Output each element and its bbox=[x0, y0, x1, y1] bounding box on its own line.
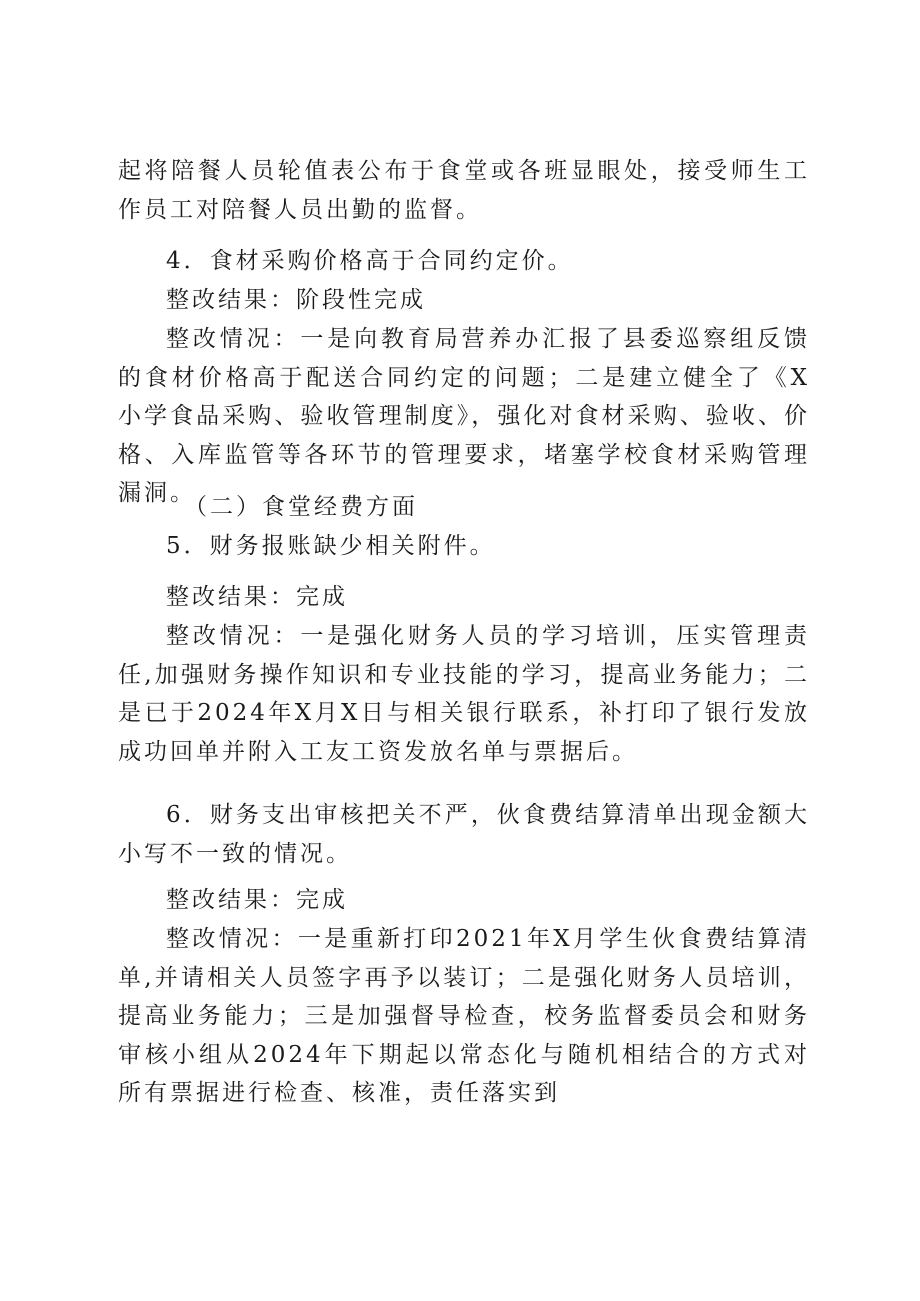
issue-6-heading: 6．财务支出审核把关不严，伙食费结算清单出现金额大小写不一致的情况。 bbox=[118, 802, 810, 867]
issue-4-heading: 4．食材采购价格高于合同约定价。 bbox=[166, 248, 574, 274]
issue-4-details: 整改情况：一是向教育局营养办汇报了县委巡察组反馈的食材价格高于配送合同约定的问题；二是建立健全了《X小学食品采购、验收管理制度》，强化对食材采购、验收、价格、入库监管等各环节的管理要求，堵塞学校食材采购管理漏洞。 bbox=[118, 326, 810, 507]
issue-5-result: 整改结果：完成 bbox=[166, 584, 348, 610]
issue-5-heading: 5．财务报账缺少相关附件。 bbox=[166, 533, 496, 559]
issue-6-result: 整改结果：完成 bbox=[166, 887, 348, 913]
issue-6-details: 整改情况：一是重新打印2021年X月学生伙食费结算清单,并请相关人员签字再予以装订；二是强化财务人员培训，提高业务能力；三是加强督导检查，校务监督委员会和财务审核小组从2024年下期起以常态化与随机相结合的方式对所有票据进行检查、核准，责任落实到 bbox=[118, 926, 810, 1107]
issue-4-result: 整改结果：阶段性完成 bbox=[166, 287, 426, 313]
paragraph-meal-duty-continuation: 起将陪餐人员轮值表公布于食堂或各班显眼处，接受师生工作员工对陪餐人员出勤的监督。 bbox=[118, 158, 810, 223]
section-canteen-funds-heading: （二）食堂经费方面 bbox=[184, 494, 418, 520]
issue-5-details: 整改情况：一是强化财务人员的学习培训，压实管理责任,加强财务操作知识和专业技能的学习，提高业务能力；二是已于2024年X月X日与相关银行联系，补打印了银行发放成功回单并附入工友工资发放名单与票据后。 bbox=[118, 623, 810, 765]
